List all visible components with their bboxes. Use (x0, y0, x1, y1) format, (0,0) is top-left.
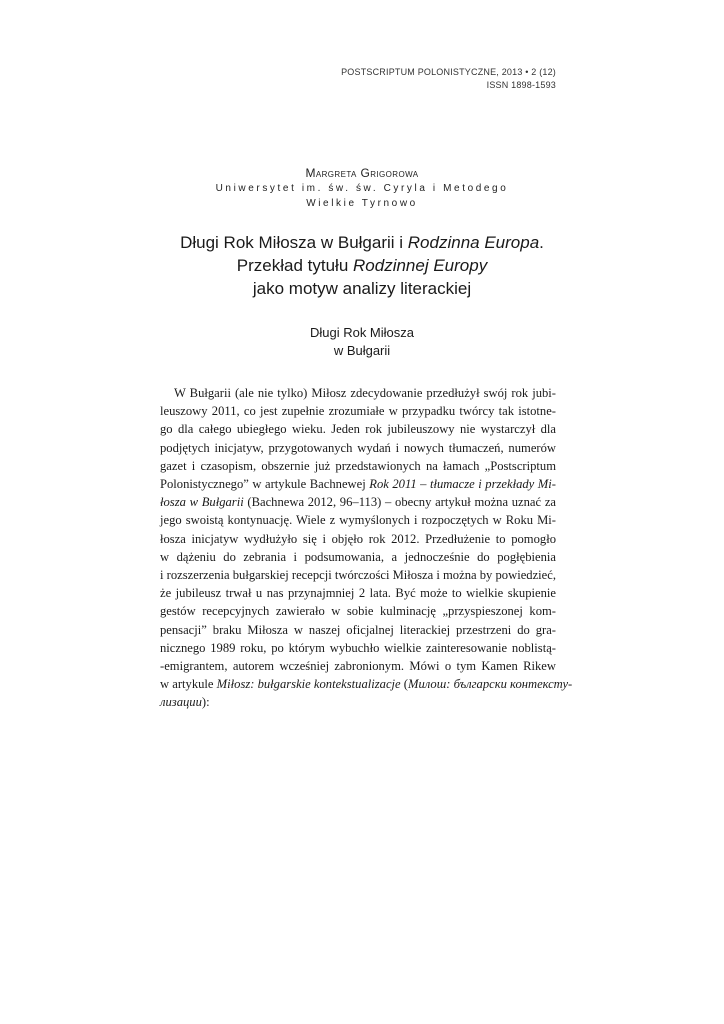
body-italic: Miłosz: bułgarskie kontekstualizacje (216, 677, 401, 692)
body-italic: Rok 2011 – tłumacze i przekłady Mi- (369, 477, 556, 492)
body-text: (Bachnewa 2012, 96–113) – obecny artykuł można uznać za (243, 495, 556, 510)
body-text: Polonistycznego” w artykule Bachnewej (160, 477, 370, 492)
section-heading-line-2: w Bułgarii (333, 343, 391, 358)
author-block (0, 166, 724, 211)
title-text: Długi Rok Miłosza w Bułgarii i (180, 233, 408, 252)
body-text: ): (201, 695, 210, 710)
section-heading (0, 324, 724, 360)
body-line: i rozszerzenia bułgarskiej recepcji twórczości Miłosza i można by powiedzieć, (160, 568, 556, 583)
body-line: -emigrantem, autorem wcześniej zabronionym. Mówi o tym Kamen Rikew (160, 659, 556, 674)
body-line (160, 675, 573, 693)
body-line: gazet i czasopism, obszernie już przedstawionych na łamach „Postscriptum (160, 458, 556, 473)
body-paragraph (160, 384, 573, 712)
journal-name: POSTSCRIPTUM POLONISTYCZNE, 2013 • 2 (12) (341, 67, 556, 77)
body-line: go dla całego ubiegłego wieku. Jeden rok jubileuszowy nie wystarczył dla (160, 422, 556, 437)
body-line: W Bułgarii (ale nie tylko) Miłosz zdecydowanie przedłużył swój rok jubi- (174, 386, 556, 400)
title-text: . (539, 233, 544, 252)
title-text: Przekład tytułu (236, 256, 354, 275)
body-line (160, 493, 556, 511)
title-line-3: jako motyw analizy literackiej (252, 279, 472, 298)
title-italic: Rodzinna Europa (407, 233, 540, 252)
affiliation-line-2: Wielkie Tyrnowo (306, 198, 418, 209)
article-title (0, 231, 724, 300)
title-italic: Rodzinnej Europy (353, 256, 488, 275)
section-heading-line-1: Długi Rok Miłosza (309, 325, 415, 340)
body-line (160, 475, 556, 493)
body-text: ( (400, 677, 408, 692)
running-head (341, 66, 556, 92)
body-line: leuszowy 2011, co jest zupełnie zrozumiałe w przypadku twórcy tak istotne- (160, 404, 556, 419)
affiliation-line-1: Uniwersytet im. św. św. Cyryla i Metodego (215, 183, 509, 194)
body-line: pensacji” braku Miłosza w naszej oficjalnej literackiej przestrzeni do gra- (160, 622, 556, 637)
body-line: gestów recepcyjnych zawierało w sobie kulminację „przyspieszonej kom- (160, 604, 556, 619)
body-line: że jubileusz trwał u nas przynajmniej 2 lata. Być może to wielkie skupienie (160, 586, 556, 601)
body-line: nicznego 1989 roku, po którym wybuchło wielkie zainteresowanie noblistą- (160, 640, 556, 655)
title-line-1 (0, 231, 724, 254)
body-text: w artykule (160, 677, 217, 692)
body-line (160, 693, 556, 711)
body-line: jego swoistą kontynuację. Wiele z wymyślonych i rozpoczętych w Roku Mi- (160, 513, 556, 528)
body-line: podjętych inicjatyw, przygotowanych wydań i nowych tłumaczeń, numerów (160, 440, 556, 455)
author-name: Margreta Grigorowa (305, 166, 419, 180)
body-italic: Милош: български контексту- (407, 677, 573, 692)
body-italic: łosza w Bułgarii (160, 495, 244, 510)
body-line: łosza inicjatyw wydłużyło się i objęło rok 2012. Przedłużenie to pomogło (160, 531, 556, 546)
body-line: w dążeniu do zebrania i podsumowania, a jednocześnie do pogłębienia (160, 549, 556, 564)
title-line-2 (0, 254, 724, 277)
issn: ISSN 1898-1593 (486, 80, 556, 90)
body-italic: лизации (160, 695, 202, 710)
